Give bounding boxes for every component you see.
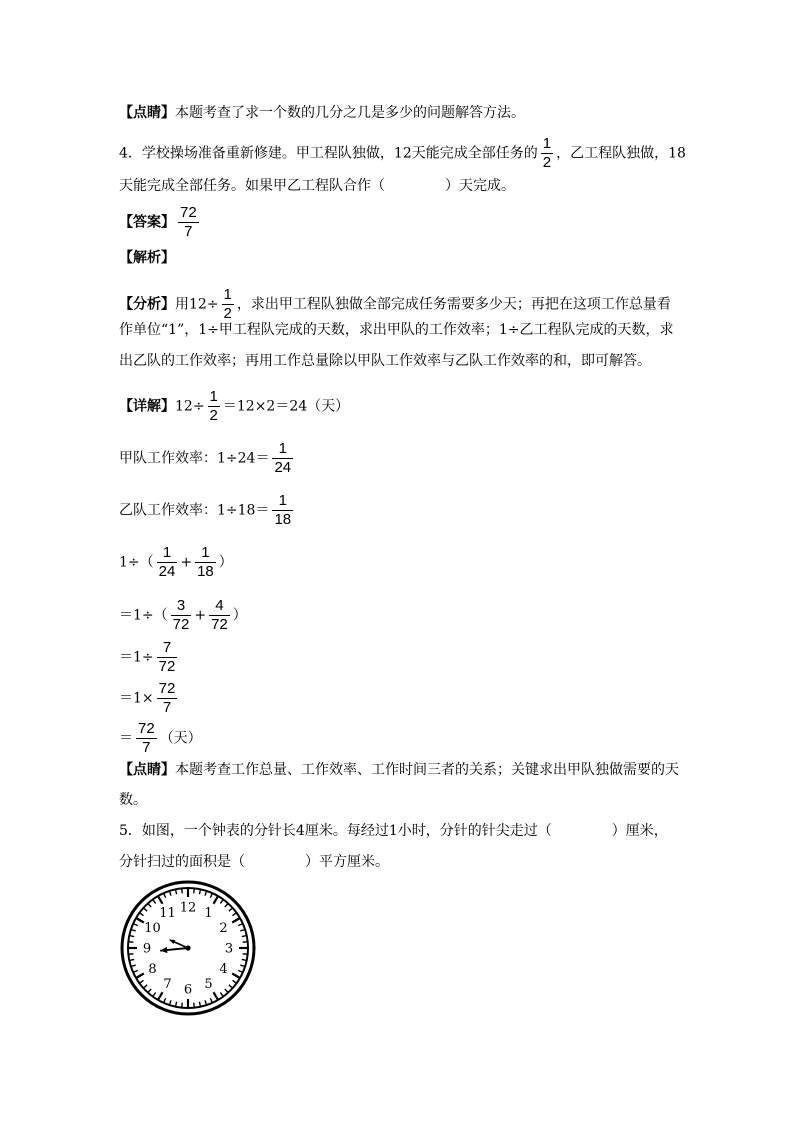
detail-line4: 1÷（ $\frac{1}{24}$ + $\frac{1}{18}$ ） [119, 544, 233, 580]
detail-line6: ＝1÷ $\frac{7}{72}$ [119, 639, 176, 675]
dianjing2-line1: 【点睛】本题考查工作总量、工作效率、工作时间三者的关系；关键求出甲队独做需要的天 [119, 762, 679, 778]
analysis-fraction: $\frac{1}{2}$ [223, 286, 232, 322]
analysis-line1: 【分析】用12÷ $\frac{1}{2}$ ，求出甲工程队独做全部完成任务需要多少天；再把在这项工作总量看 [119, 286, 671, 322]
detail-line7: ＝1× $\frac{72}{7}$ [119, 680, 176, 716]
q5-line1: 5．如图，一个钟表的分针长4厘米。每经过1小时，分针的针尖走过（ ）厘米， [119, 823, 668, 839]
clock-figure [120, 880, 256, 1016]
q4-text-a: 4．学校操场准备重新修建。甲工程队独做，12天能完成全部任务的 [119, 145, 538, 162]
detail-line8: ＝ $\frac{72}{7}$ （天） [119, 720, 202, 756]
dianjing-text: 本题考查了求一个数的几分之几是多少的问题解答方法。 [175, 105, 525, 121]
clock-tick [194, 888, 195, 893]
q4-text-b: ，乙工程队独做，18 [556, 145, 686, 162]
clock-number-8: 8 [148, 962, 157, 977]
dianjing-tag: 【点睛】 [119, 105, 175, 121]
clock-tick [128, 942, 133, 943]
q4-text-d: ）天完成。 [445, 178, 515, 194]
clock-number-6: 6 [183, 982, 193, 998]
clock-number-12: 12 [179, 900, 197, 916]
clock-number-10: 10 [144, 921, 161, 936]
q4-fraction: $\frac{1}{2}$ [542, 135, 552, 171]
jiexi-line [119, 248, 175, 268]
clock-number-1: 1 [204, 905, 213, 921]
q5-line2: 分针扫过的面积是（ ）平方厘米。 [119, 854, 389, 870]
answer-fraction: $\frac{72}{7}$ [180, 204, 197, 240]
dianjing2-tag: 【点睛】 [119, 762, 175, 778]
clock-number-11: 11 [159, 905, 176, 921]
clock-tick [182, 1003, 183, 1008]
analysis-line3: 出乙队的工作效率；再用工作总量除以甲队工作效率与乙队工作效率的和，即可解答。 [119, 353, 651, 369]
detail-line5: ＝1÷（ $\frac{3}{72}$ + $\frac{4}{72}$ ） [119, 597, 247, 633]
jiexi-tag: 【解析】 [119, 250, 175, 266]
clock-tick [243, 942, 248, 943]
q4-line2 [119, 176, 515, 196]
q4-text-c: 天能完成全部任务。如果甲乙工程队合作（ [119, 178, 385, 194]
clock-number-5: 5 [204, 977, 213, 993]
clock-number-7: 7 [163, 977, 172, 993]
detail-tag: 【详解】 [119, 398, 175, 415]
clock-tick [194, 1003, 195, 1008]
clock-tick [182, 888, 183, 893]
answer-line [119, 204, 202, 241]
analysis-tag: 【分析】 [119, 296, 175, 313]
q4-line1 [119, 135, 686, 172]
detail-line2: 甲队工作效率：1÷24＝ $\frac{1}{24}$ [119, 440, 292, 476]
clock-number-2: 2 [219, 921, 228, 936]
clock-number-4: 4 [219, 962, 228, 977]
clock-number-9: 9 [142, 941, 152, 957]
dianjing-line [119, 103, 525, 123]
dianjing2-line2: 数。 [119, 792, 147, 808]
answer-tag: 【答案】 [119, 214, 175, 231]
detail-line3: 乙队工作效率：1÷18＝ $\frac{1}{18}$ [119, 492, 292, 528]
clock-number-3: 3 [224, 941, 234, 957]
clock-tick [128, 954, 133, 955]
clock-tick [243, 954, 248, 955]
analysis-line2: 作单位“1”，1÷甲工程队完成的天数，求出甲队的工作效率；1÷乙工程队完成的天数，求 [119, 322, 674, 338]
clock-center [185, 945, 190, 950]
detail-line1: 【详解】12÷ $\frac{1}{2}$ ＝12×2＝24（天） [119, 388, 350, 424]
